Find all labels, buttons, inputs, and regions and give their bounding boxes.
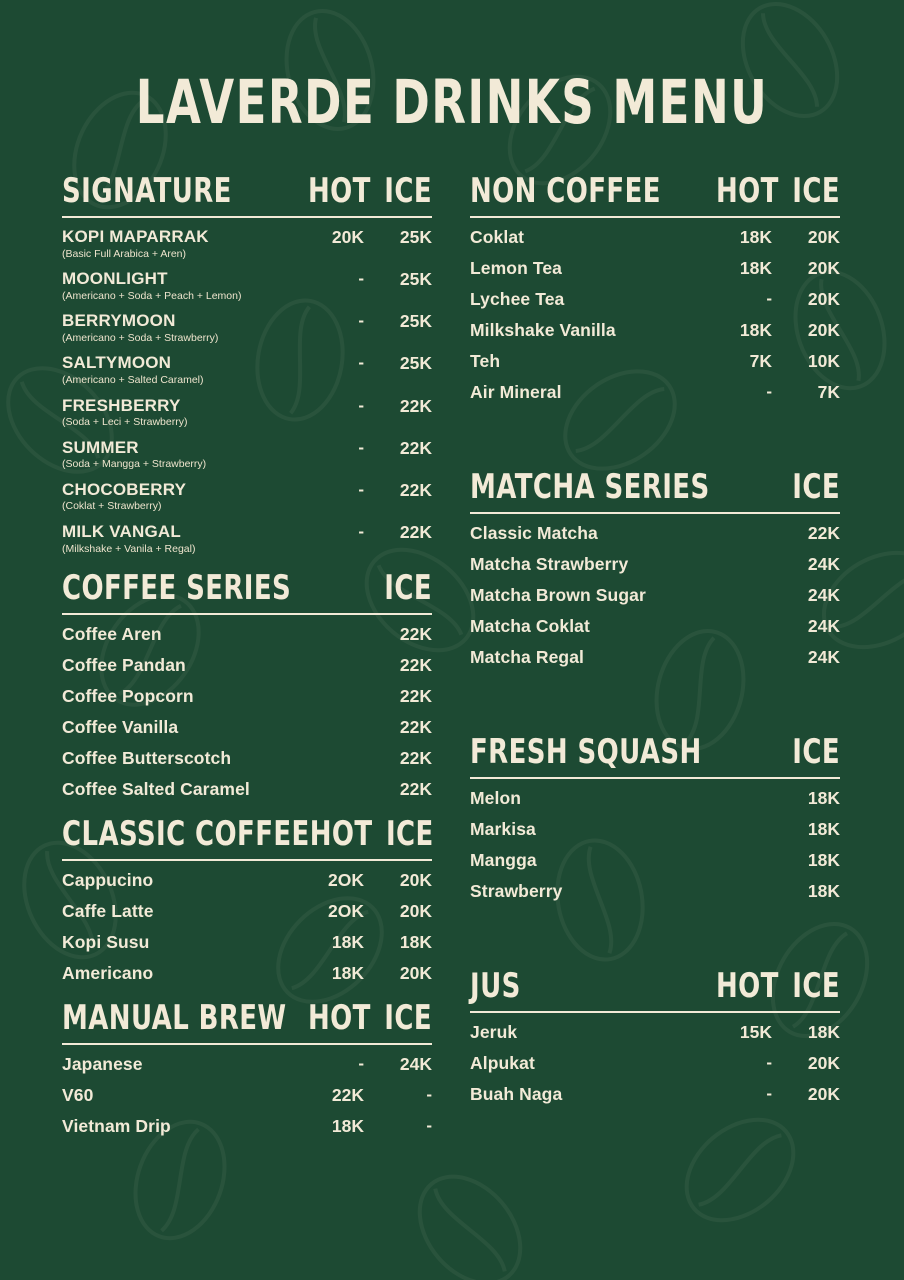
menu-item-prices	[308, 396, 432, 416]
menu-item-description: (Soda + Mangga + Strawberry)	[62, 458, 207, 471]
menu-item-price-ice: 20K	[807, 320, 840, 340]
menu-item-name: Lemon Tea	[470, 258, 562, 278]
menu-item-list	[470, 514, 840, 669]
menu-item-label	[62, 901, 308, 921]
price-column-header-ice: ICE	[792, 172, 840, 211]
menu-item-price-ice: 20K	[807, 258, 840, 278]
menu-item-name: Melon	[470, 788, 522, 808]
menu-item-name: Japanese	[62, 1054, 143, 1075]
price-column-headers	[308, 999, 432, 1039]
menu-item-price-ice: 22K	[399, 624, 432, 645]
menu-item-price-hot: 18K	[331, 963, 364, 984]
menu-item-price-hot: -	[358, 269, 364, 289]
menu-item-name: Americano	[62, 963, 154, 984]
section-title: MATCHA SERIES	[470, 468, 710, 507]
menu-item-price-hot: -	[358, 395, 364, 415]
menu-item-row	[470, 289, 840, 311]
menu-item-name: Matcha Brown Sugar	[470, 585, 646, 605]
menu-item-name: FRESHBERRY	[62, 395, 181, 415]
menu-item-prices	[308, 438, 432, 458]
menu-item-label	[62, 311, 308, 344]
price-column-header-hot: HOT	[716, 172, 779, 211]
menu-item-label	[62, 353, 308, 386]
menu-item-description: (Soda + Leci + Strawberry)	[62, 416, 188, 429]
menu-item-price-ice: 18K	[807, 881, 840, 901]
menu-item-label	[62, 396, 308, 429]
menu-item-description: (Americano + Soda + Strawberry)	[62, 331, 219, 344]
menu-item-row	[470, 382, 840, 404]
menu-item-price-hot: 18K	[739, 320, 772, 340]
menu-item-price-hot: -	[766, 1084, 772, 1103]
menu-section-signature	[62, 172, 432, 555]
menu-item-prices	[376, 686, 432, 706]
menu-item-price-ice: 25K	[399, 353, 432, 374]
menu-item-name: Caffe Latte	[62, 901, 154, 922]
menu-section-matcha-series	[470, 468, 840, 669]
menu-item-prices	[376, 717, 432, 737]
price-column-header-hot: HOT	[716, 967, 779, 1006]
menu-item-label	[470, 289, 716, 309]
menu-item-label	[62, 779, 376, 799]
menu-item-price-ice: 10K	[807, 351, 840, 371]
menu-item-price-ice: 22K	[399, 395, 432, 416]
menu-item-price-hot: 18K	[331, 932, 364, 953]
menu-section-coffee-series	[62, 569, 432, 801]
menu-item-price-hot: 22K	[331, 1085, 364, 1106]
menu-item-label	[470, 647, 784, 667]
menu-item-name: V60	[62, 1085, 94, 1106]
menu-item-prices	[716, 351, 840, 371]
menu-item-label	[470, 585, 784, 605]
menu-item-prices	[716, 1084, 840, 1104]
menu-item-row	[62, 1085, 432, 1107]
page-title: LAVERDE DRINKS MENU	[135, 68, 769, 139]
section-title: FRESH SQUASH	[470, 733, 702, 772]
menu-item-prices	[376, 624, 432, 644]
menu-item-name: Alpukat	[470, 1053, 535, 1073]
menu-item-name: Coklat	[470, 227, 525, 247]
menu-item-name: SUMMER	[62, 437, 139, 457]
section-title: SIGNATURE	[62, 172, 232, 211]
menu-item-prices	[308, 1116, 432, 1136]
menu-item-row	[470, 1053, 840, 1075]
menu-item-row	[62, 870, 432, 892]
menu-item-row	[470, 1022, 840, 1044]
menu-item-label	[62, 438, 308, 471]
menu-item-price-ice: 7K	[817, 382, 840, 402]
menu-item-prices	[716, 1053, 840, 1073]
menu-section-jus	[470, 967, 840, 1106]
menu-item-label	[62, 522, 308, 555]
price-column-headers	[309, 815, 434, 855]
menu-item-name: Jeruk	[470, 1022, 518, 1042]
menu-item-price-ice: 22K	[807, 523, 840, 543]
menu-item-price-ice: 25K	[399, 227, 432, 247]
menu-item-price-hot: -	[766, 289, 772, 308]
section-header	[62, 815, 434, 861]
menu-item-label	[470, 881, 784, 901]
menu-item-label	[470, 320, 716, 340]
price-column-header-hot: HOT	[308, 172, 371, 211]
menu-item-row	[470, 616, 840, 638]
menu-item-prices	[308, 353, 432, 373]
menu-item-name: Strawberry	[470, 881, 563, 901]
menu-item-label	[62, 269, 308, 302]
section-title: NON COFFEE	[470, 172, 661, 211]
menu-item-label	[62, 932, 308, 952]
menu-item-price-hot: -	[358, 479, 364, 499]
menu-item-row	[62, 932, 432, 954]
menu-item-description: (Americano + Soda + Peach + Lemon)	[62, 289, 242, 302]
menu-item-price-hot: 15K	[739, 1022, 772, 1042]
menu-item-price-hot: 20K	[331, 227, 364, 247]
menu-item-price-ice: 22K	[399, 437, 432, 458]
section-header	[470, 468, 840, 514]
price-column-headers	[376, 569, 432, 609]
price-column-header-ice: ICE	[384, 569, 432, 609]
section-title: JUS	[470, 967, 521, 1006]
menu-item-price-hot: -	[358, 311, 364, 331]
section-title: CLASSIC COFFEE	[62, 815, 310, 855]
menu-item-price-ice: 20K	[807, 289, 840, 309]
right-column	[470, 172, 840, 1115]
menu-item-prices	[784, 554, 840, 574]
menu-item-price-hot: -	[358, 521, 364, 541]
menu-item-name: Lychee Tea	[470, 289, 565, 309]
menu-item-row	[470, 258, 840, 280]
menu-item-price-ice: 18K	[399, 932, 432, 953]
menu-item-price-ice: 18K	[807, 788, 840, 808]
price-column-header-ice: ICE	[792, 967, 840, 1006]
menu-item-price-hot: 2OK	[328, 870, 364, 891]
price-column-headers	[716, 967, 840, 1006]
menu-item-price-ice: 22K	[399, 655, 432, 676]
menu-item-price-ice: 22K	[399, 521, 432, 542]
menu-item-price-ice: 20K	[807, 227, 840, 247]
menu-item-name: MOONLIGHT	[62, 269, 168, 289]
menu-item-label	[470, 1053, 716, 1073]
menu-item-row	[470, 554, 840, 576]
menu-item-name: Cappucino	[62, 870, 154, 891]
menu-item-label	[470, 788, 784, 808]
menu-item-price-hot: -	[358, 1054, 364, 1074]
menu-item-prices	[308, 227, 432, 247]
menu-item-prices	[784, 523, 840, 543]
menu-item-row	[62, 624, 432, 646]
menu-item-row	[62, 963, 432, 985]
menu-item-price-hot: -	[358, 353, 364, 373]
menu-item-prices	[716, 320, 840, 340]
section-title: COFFEE SERIES	[62, 569, 292, 609]
menu-item-price-ice: 22K	[399, 779, 432, 800]
menu-item-row	[62, 227, 432, 260]
price-column-header-ice: ICE	[384, 999, 432, 1039]
menu-item-name: MILK VANGAL	[62, 521, 181, 541]
menu-item-label	[62, 686, 376, 706]
menu-item-price-ice: 22K	[399, 748, 432, 769]
menu-item-price-ice: 20K	[399, 901, 432, 922]
menu-item-prices	[308, 522, 432, 542]
menu-item-prices	[716, 1022, 840, 1042]
menu-item-row	[62, 717, 432, 739]
menu-item-name: Coffee Aren	[62, 624, 162, 645]
menu-item-label	[62, 1054, 308, 1074]
menu-item-price-hot: 7K	[749, 351, 772, 371]
menu-item-prices	[784, 881, 840, 901]
menu-item-label	[470, 351, 716, 371]
menu-item-row	[62, 353, 432, 386]
menu-item-label	[470, 819, 784, 839]
menu-item-row	[62, 748, 432, 770]
menu-item-name: Matcha Regal	[470, 647, 585, 667]
menu-item-label	[470, 523, 784, 543]
menu-item-name: Milkshake Vanilla	[470, 320, 616, 340]
menu-item-row	[62, 1054, 432, 1076]
menu-item-prices	[784, 647, 840, 667]
menu-item-label	[470, 227, 716, 247]
menu-item-prices	[308, 480, 432, 500]
section-title: MANUAL BREW	[62, 999, 287, 1039]
menu-item-row	[62, 901, 432, 923]
menu-item-prices	[308, 1054, 432, 1074]
menu-item-row	[470, 523, 840, 545]
price-column-header-ice: ICE	[385, 815, 434, 855]
menu-item-label	[62, 1085, 308, 1105]
menu-item-name: Teh	[470, 351, 501, 371]
menu-item-row	[62, 269, 432, 302]
menu-item-prices	[716, 227, 840, 247]
menu-item-label	[470, 850, 784, 870]
menu-item-name: Coffee Pandan	[62, 655, 186, 676]
menu-item-prices	[716, 382, 840, 402]
section-header	[62, 172, 432, 218]
menu-item-row	[470, 351, 840, 373]
menu-item-name: CHOCOBERRY	[62, 479, 187, 499]
menu-item-description: (Milkshake + Vanila + Regal)	[62, 542, 196, 555]
menu-item-name: KOPI MAPARRAK	[62, 227, 209, 246]
menu-item-prices	[784, 616, 840, 636]
menu-item-name: Coffee Popcorn	[62, 686, 194, 707]
menu-item-label	[470, 1022, 716, 1042]
menu-item-name: Coffee Butterscotch	[62, 748, 232, 769]
price-column-header-ice: ICE	[792, 733, 840, 772]
menu-section-manual-brew	[62, 999, 432, 1138]
menu-item-label	[62, 963, 308, 983]
menu-item-price-hot: 2OK	[328, 901, 364, 922]
menu-item-name: BERRYMOON	[62, 311, 176, 331]
menu-item-price-ice: 20K	[807, 1084, 840, 1104]
menu-item-price-ice: 24K	[399, 1054, 432, 1075]
menu-item-row	[470, 881, 840, 903]
price-column-header-hot: HOT	[309, 815, 373, 855]
menu-item-prices	[308, 963, 432, 983]
menu-item-prices	[308, 269, 432, 289]
section-header	[470, 733, 840, 779]
menu-item-price-ice: 25K	[399, 269, 432, 290]
menu-section-non-coffee	[470, 172, 840, 404]
menu-item-price-ice: 22K	[399, 686, 432, 707]
menu-item-row	[470, 585, 840, 607]
price-column-headers	[716, 172, 840, 211]
menu-item-description: (Basic Full Arabica + Aren)	[62, 247, 187, 260]
menu-item-row	[470, 647, 840, 669]
menu-item-list	[62, 615, 432, 801]
menu-item-prices	[716, 258, 840, 278]
menu-item-list	[62, 861, 432, 985]
left-column	[62, 172, 434, 1147]
menu-item-price-ice: 18K	[807, 819, 840, 839]
menu-item-prices	[376, 655, 432, 675]
menu-item-name: SALTYMOON	[62, 353, 172, 373]
menu-item-name: Coffee Salted Caramel	[62, 779, 250, 800]
menu-item-name: Matcha Coklat	[470, 616, 590, 636]
section-header	[470, 172, 840, 218]
price-column-header-ice: ICE	[384, 172, 432, 211]
menu-item-prices	[308, 1085, 432, 1105]
menu-item-row	[62, 779, 432, 801]
menu-item-description: (Americano + Salted Caramel)	[62, 373, 204, 386]
menu-item-price-ice: 25K	[399, 311, 432, 332]
price-column-headers	[784, 733, 840, 772]
menu-item-list	[470, 779, 840, 903]
menu-item-name: Markisa	[470, 819, 536, 839]
menu-item-price-hot: 18K	[331, 1116, 364, 1137]
menu-item-row	[470, 320, 840, 342]
menu-item-prices	[784, 788, 840, 808]
menu-item-row	[62, 1116, 432, 1138]
menu-item-list	[62, 1045, 432, 1138]
menu-item-price-ice: 22K	[399, 717, 432, 738]
section-header	[62, 569, 432, 615]
menu-item-label	[470, 554, 784, 574]
menu-item-row	[62, 522, 432, 555]
section-header	[470, 967, 840, 1013]
menu-item-price-hot: -	[358, 437, 364, 457]
menu-item-name: Buah Naga	[470, 1084, 563, 1104]
menu-item-row	[470, 788, 840, 810]
menu-item-label	[62, 748, 376, 768]
menu-item-row	[62, 655, 432, 677]
section-header	[62, 999, 432, 1045]
menu-item-prices	[308, 870, 432, 890]
price-column-header-ice: ICE	[792, 468, 840, 507]
menu-item-prices	[784, 819, 840, 839]
menu-item-price-ice: 22K	[399, 479, 432, 500]
menu-item-prices	[716, 289, 840, 309]
menu-item-price-ice: 24K	[807, 554, 840, 574]
menu-item-label	[470, 258, 716, 278]
menu-item-name: Air Mineral	[470, 382, 562, 402]
price-column-headers	[308, 172, 432, 211]
menu-item-price-ice: 24K	[807, 585, 840, 605]
menu-item-name: Matcha Strawberry	[470, 554, 629, 574]
menu-item-label	[62, 717, 376, 737]
menu-item-row	[470, 850, 840, 872]
menu-item-label	[62, 1116, 308, 1136]
menu-item-name: Vietnam Drip	[62, 1116, 171, 1137]
menu-item-prices	[376, 748, 432, 768]
menu-item-price-hot: -	[766, 1053, 772, 1072]
menu-item-prices	[784, 850, 840, 870]
price-column-headers	[784, 468, 840, 507]
menu-item-prices	[376, 779, 432, 799]
menu-item-name: Classic Matcha	[470, 523, 598, 543]
menu-item-row	[470, 227, 840, 249]
menu-item-row	[470, 1084, 840, 1106]
menu-item-name: Coffee Vanilla	[62, 717, 179, 738]
menu-item-row	[62, 396, 432, 429]
price-column-header-hot: HOT	[308, 999, 371, 1039]
menu-item-list	[470, 218, 840, 404]
menu-item-label	[470, 1084, 716, 1104]
menu-item-prices	[308, 311, 432, 331]
menu-item-description: (Coklat + Strawberry)	[62, 500, 162, 513]
menu-item-price-ice: 20K	[399, 963, 432, 984]
menu-item-price-ice: 20K	[807, 1053, 840, 1073]
menu-item-prices	[784, 585, 840, 605]
menu-item-price-ice: 24K	[807, 647, 840, 667]
menu-item-label	[62, 870, 308, 890]
menu-item-row	[470, 819, 840, 841]
menu-item-price-hot: 18K	[739, 227, 772, 247]
menu-item-list	[62, 218, 432, 555]
menu-columns	[62, 172, 842, 1147]
menu-item-label	[470, 382, 716, 402]
menu-section-fresh-squash	[470, 733, 840, 903]
menu-item-label	[62, 655, 376, 675]
menu-item-price-ice: -	[426, 1116, 432, 1136]
menu-item-price-ice: 20K	[399, 870, 432, 891]
menu-item-label	[62, 227, 308, 260]
menu-item-price-ice: 18K	[807, 850, 840, 870]
menu-item-row	[62, 686, 432, 708]
menu-item-price-hot: -	[766, 382, 772, 401]
menu-item-row	[62, 438, 432, 471]
menu-item-label	[62, 480, 308, 513]
menu-item-list	[470, 1013, 840, 1106]
menu-section-classic-coffee	[62, 815, 434, 985]
menu-item-name: Kopi Susu	[62, 932, 150, 953]
menu-item-price-hot: 18K	[739, 258, 772, 278]
menu-item-row	[62, 311, 432, 344]
menu-item-name: Mangga	[470, 850, 537, 870]
menu-item-price-ice: 18K	[807, 1022, 840, 1042]
menu-item-price-ice: 24K	[807, 616, 840, 636]
menu-item-prices	[308, 901, 432, 921]
menu-item-prices	[308, 932, 432, 952]
menu-item-price-ice: -	[426, 1085, 432, 1105]
menu-item-label	[62, 624, 376, 644]
menu-item-row	[62, 480, 432, 513]
menu-item-label	[470, 616, 784, 636]
